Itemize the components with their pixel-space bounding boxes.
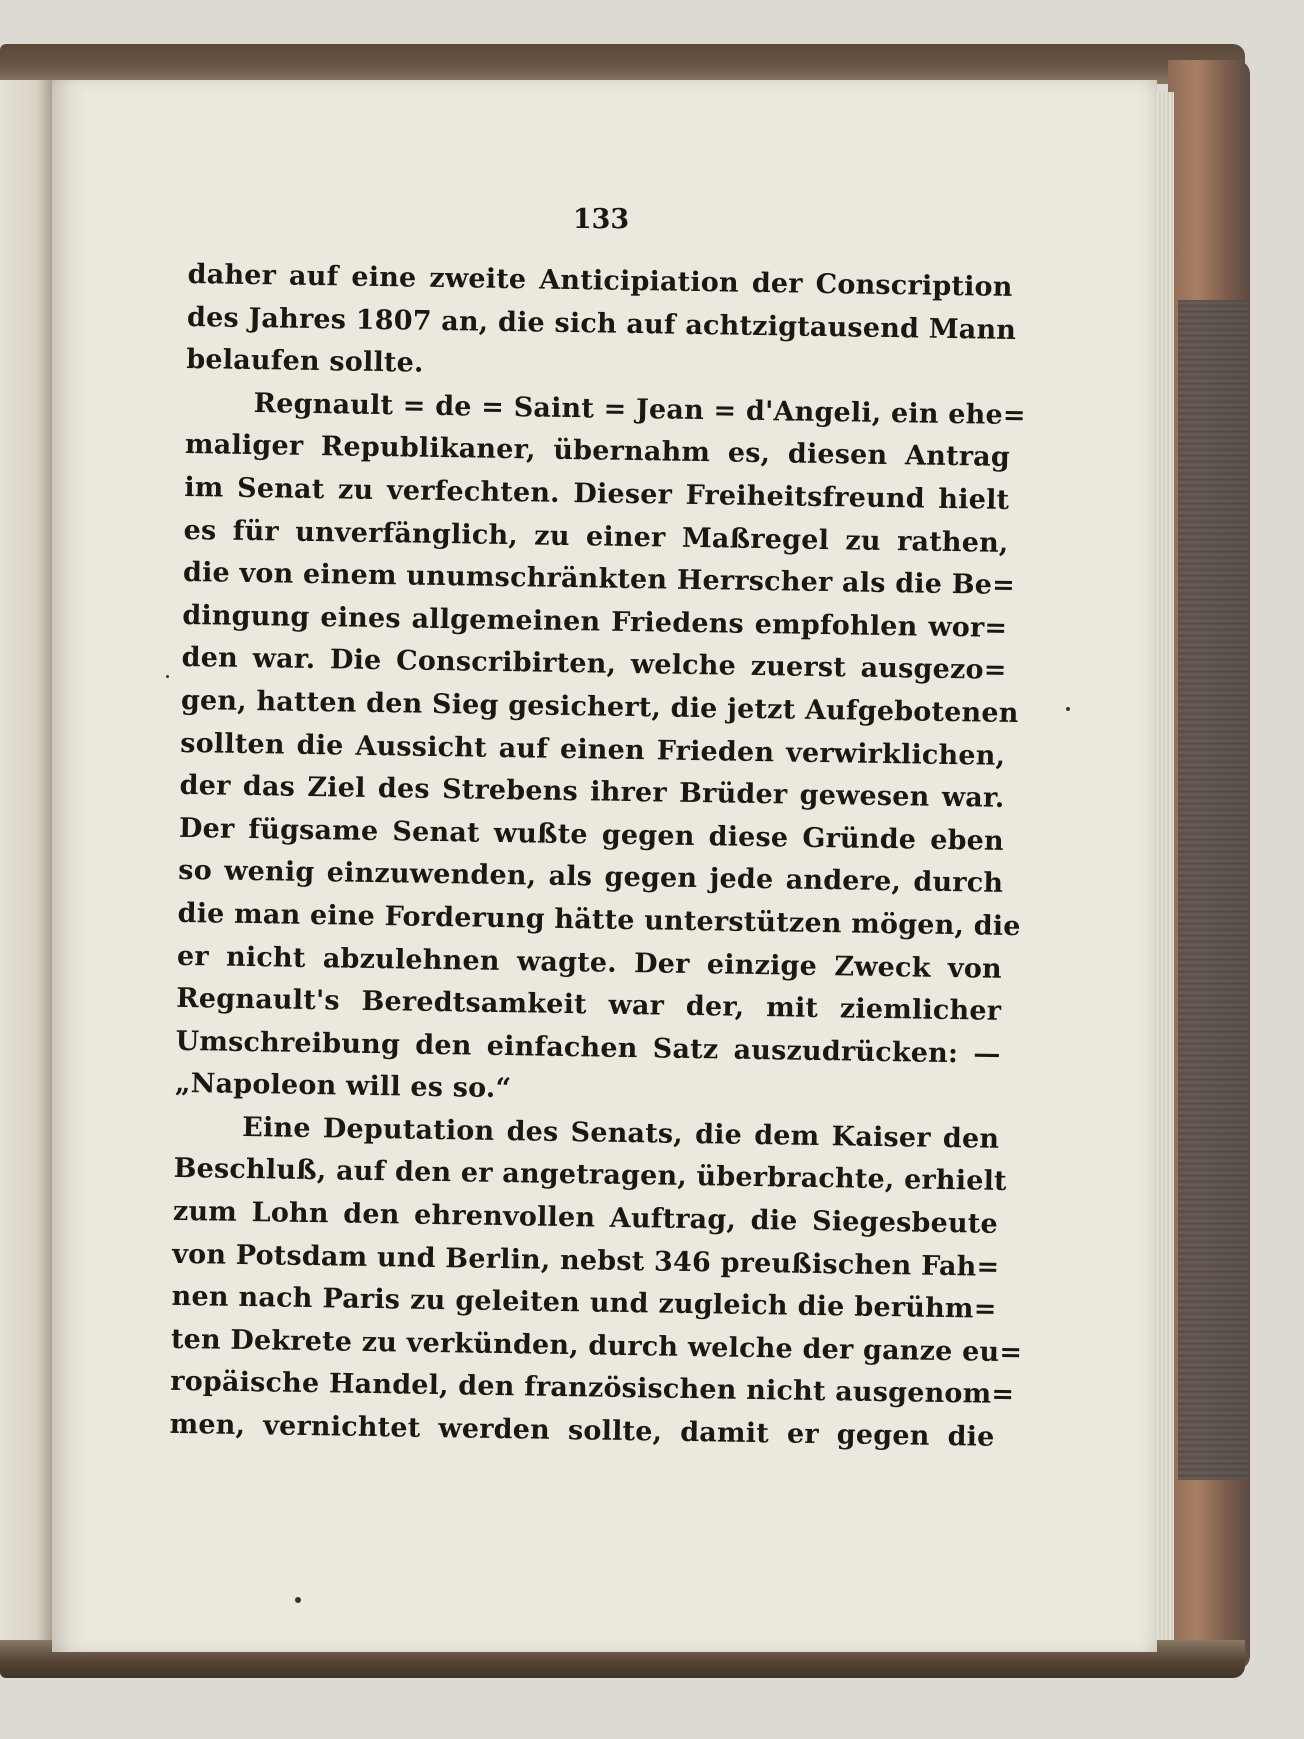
spine-cloth-binding [1178, 300, 1248, 1480]
page-number: 133 [572, 204, 630, 235]
text-line: maliger Republikaner, übernahm es, diesen Antrag [184, 429, 1011, 474]
text-line: den war. Die Conscribirten, welche zuerst ausgezo= [181, 642, 1007, 687]
text-line: nen nach Paris zu geleiten und zugleich die berühm= [171, 1281, 997, 1326]
text-line: der das Ziel des Strebens ihrer Brüder gewesen war. [179, 770, 1005, 815]
book-cover-top-edge [0, 44, 1245, 84]
text-line: ten Dekrete zu verkünden, durch welche der ganze eu= [170, 1323, 1023, 1369]
text-line: Regnault = de = Saint = Jean = d'Angeli, ein ehe= [253, 387, 1026, 431]
text-line: Der fügsame Senat wußte gegen diese Gründe eben [178, 812, 1005, 857]
text-line: von Potsdam und Berlin, nebst 346 preußischen Fah= [172, 1238, 1000, 1283]
paper-speck [166, 675, 169, 678]
text-line: zum Lohn den ehrenvollen Auftrag, die Siegesbeute [172, 1195, 999, 1240]
text-line: sollten die Aussicht auf einen Frieden verwirklichen, [180, 727, 1006, 772]
paper-speck [295, 1597, 301, 1603]
paper-speck [1066, 707, 1070, 711]
text-line: er nicht abzulehnen wagte. Der einzige Zweck von [176, 940, 1003, 985]
text-line: men, vernichtet werden sollte, damit er gegen die [169, 1408, 995, 1453]
text-line: es für unverfänglich, zu einer Maßregel zu rathen, [183, 514, 1009, 559]
text-line: „Napoleon will es so.“ [174, 1068, 512, 1105]
text-line: belaufen sollte. [186, 344, 424, 379]
text-line: so wenig einzuwenden, als gegen jede andere, durch [178, 855, 1004, 900]
text-line: Eine Deputation des Senats, die dem Kaiser den [242, 1111, 1000, 1155]
text-line: daher auf eine zweite Anticipiation der Conscription [187, 258, 1013, 303]
text-line: ropäische Handel, den französischen nicht ausgenom= [170, 1366, 1015, 1411]
text-line: dingung eines allgemeinen Friedens empfohlen wor= [182, 599, 1008, 644]
text-line: die von einem unumschränkten Herrscher als die Be= [182, 557, 1016, 602]
page-text [169, 254, 1026, 1459]
text-line: Beschluß, auf den er angetragen, überbrachte, erhielt [173, 1153, 1007, 1198]
text-line: gen, hatten den Sieg gesichert, die jetzt Aufgebotenen [180, 684, 1019, 730]
text-line: des Jahres 1807 an, die sich auf achtzigtausend Mann [186, 301, 1017, 346]
facing-page-edge [0, 80, 52, 1645]
text-line: die man eine Forderung hätte unterstützen mögen, die [177, 897, 1021, 943]
text-line: Umschreibung den einfachen Satz auszudrücken: — [175, 1025, 1001, 1070]
text-line: Regnault's Beredtsamkeit war der, mit ziemlicher [176, 983, 1002, 1027]
text-line: im Senat zu verfechten. Dieser Freiheitsfreund hielt [184, 471, 1010, 516]
